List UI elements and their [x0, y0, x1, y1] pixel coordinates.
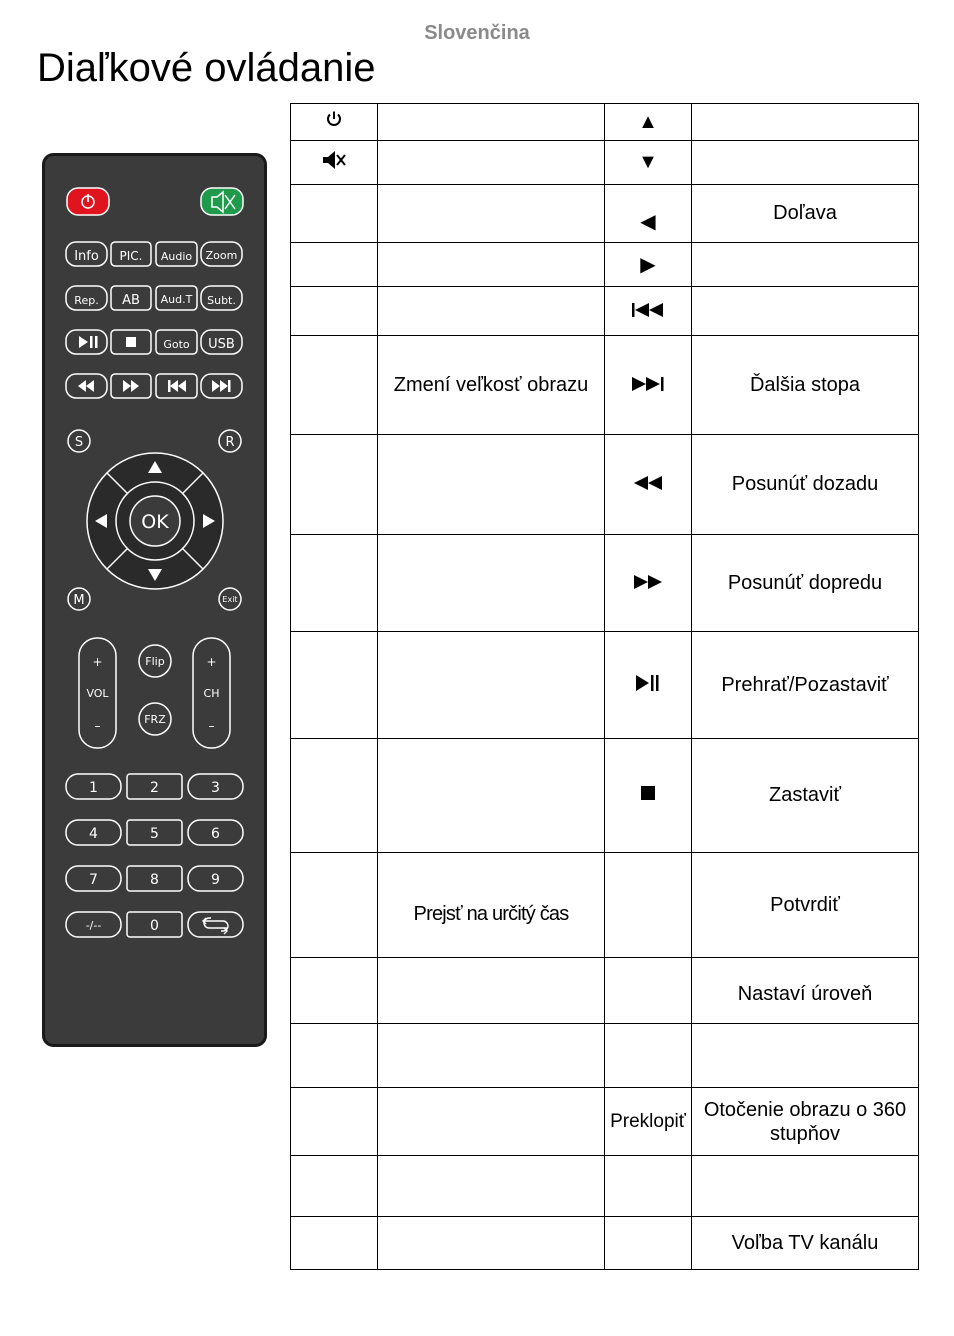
- table-cell: Posunúť dopredu: [692, 535, 919, 632]
- table-cell: Otočenie obrazu o 360 stupňov: [692, 1088, 919, 1156]
- table-cell: Doľava: [692, 185, 919, 243]
- volume-down-label[interactable]: –: [94, 719, 101, 733]
- table-cell: Zastaviť: [692, 739, 919, 853]
- table-cell: [378, 1156, 605, 1217]
- table-row: [291, 853, 919, 958]
- table-cell: [291, 141, 378, 185]
- goto-button-label[interactable]: Goto: [163, 338, 190, 351]
- stop-icon: [640, 785, 656, 801]
- table-cell: [291, 739, 378, 853]
- table-cell: [692, 141, 919, 185]
- table-cell: [291, 185, 378, 243]
- usb-button-label[interactable]: USB: [208, 337, 235, 352]
- table-row: [291, 1024, 919, 1088]
- table-cell: [692, 104, 919, 141]
- table-row: [291, 336, 919, 435]
- table-cell: [291, 535, 378, 632]
- exit-button-label[interactable]: Exit: [222, 595, 238, 604]
- flip-button-label[interactable]: Flip: [145, 655, 165, 668]
- table-cell: [378, 287, 605, 336]
- channel-down-label[interactable]: –: [208, 719, 215, 733]
- table-row: [291, 535, 919, 632]
- ab-button-label[interactable]: AB: [122, 293, 140, 308]
- table-cell: [291, 853, 378, 958]
- language-label: Slovenčina: [424, 22, 530, 44]
- digit-0-label[interactable]: 0: [150, 918, 159, 934]
- power-button[interactable]: [67, 188, 109, 215]
- table-cell: [378, 632, 605, 739]
- page-title: Diaľkové ovládanie: [37, 46, 376, 90]
- table-cell: Zmení veľkosť obrazu: [378, 336, 605, 435]
- table-cell: [291, 1088, 378, 1156]
- table-cell: [291, 243, 378, 287]
- table-cell: [291, 1024, 378, 1088]
- previous-track-icon: [632, 303, 664, 317]
- table-cell: Prehrať/Pozastaviť: [692, 632, 919, 739]
- table-row: [291, 632, 919, 739]
- volume-label: VOL: [86, 687, 109, 700]
- table-cell: [605, 1156, 692, 1217]
- next-track-icon: [632, 377, 664, 391]
- table-cell: [378, 185, 605, 243]
- table-row: [291, 1156, 919, 1217]
- digit-5-label[interactable]: 5: [150, 826, 159, 842]
- table-cell: Ďalšia stopa: [692, 336, 919, 435]
- table-cell: [605, 185, 692, 243]
- pic-button-label[interactable]: PIC.: [119, 249, 143, 263]
- table-cell: [692, 287, 919, 336]
- table-cell: [378, 435, 605, 535]
- function-table: [290, 103, 919, 1270]
- table-row: [291, 104, 919, 141]
- table-cell: Nastaví úroveň: [692, 958, 919, 1024]
- table-cell: [692, 1024, 919, 1088]
- digit-3-label[interactable]: 3: [211, 780, 220, 796]
- digit-6-label[interactable]: 6: [211, 826, 220, 842]
- table-cell: [291, 632, 378, 739]
- power-icon: [325, 110, 343, 128]
- mute-button[interactable]: [201, 188, 243, 215]
- table-cell: [291, 287, 378, 336]
- channel-label: CH: [203, 687, 220, 700]
- subt-button-label[interactable]: Subt.: [207, 294, 236, 307]
- table-cell: [378, 1217, 605, 1270]
- digit-9-label[interactable]: 9: [211, 872, 220, 888]
- audt-button-label[interactable]: Aud.T: [160, 293, 193, 306]
- zoom-button-label[interactable]: Zoom: [205, 249, 238, 262]
- m-button-label[interactable]: M: [73, 593, 85, 608]
- frz-button-label[interactable]: FRZ: [144, 713, 166, 726]
- audio-button-label[interactable]: Audio: [160, 250, 193, 263]
- digit-1-label[interactable]: 1: [89, 780, 98, 796]
- right-arrow-icon: ▶: [640, 254, 656, 276]
- mute-icon: [321, 150, 347, 170]
- table-cell: Posunúť dozadu: [692, 435, 919, 535]
- stop-icon[interactable]: [126, 337, 136, 347]
- table-row: [291, 1088, 919, 1156]
- table-cell: [692, 243, 919, 287]
- table-row: [291, 185, 919, 243]
- table-row: [291, 1217, 919, 1270]
- table-cell: [378, 958, 605, 1024]
- digit-2-label[interactable]: 2: [150, 780, 159, 796]
- table-cell: [605, 243, 692, 287]
- table-cell: [605, 958, 692, 1024]
- table-cell: [378, 739, 605, 853]
- table-cell: [605, 535, 692, 632]
- table-row: [291, 243, 919, 287]
- volume-up-label[interactable]: +: [92, 655, 103, 669]
- table-cell: [378, 535, 605, 632]
- ok-button-label[interactable]: OK: [141, 511, 169, 533]
- table-cell: [605, 1217, 692, 1270]
- dash-button-label[interactable]: -/--: [85, 919, 102, 932]
- table-row: [291, 141, 919, 185]
- table-cell: [378, 1024, 605, 1088]
- table-cell: [605, 739, 692, 853]
- table-cell: Potvrdiť: [692, 853, 919, 958]
- table-cell: [291, 958, 378, 1024]
- table-cell: Preklopiť: [605, 1088, 692, 1156]
- channel-up-label[interactable]: +: [206, 655, 217, 669]
- digit-8-label[interactable]: 8: [150, 872, 159, 888]
- table-row: [291, 958, 919, 1024]
- table-cell: [378, 243, 605, 287]
- table-row: [291, 739, 919, 853]
- s-button-label[interactable]: S: [74, 435, 84, 450]
- table-cell: [291, 104, 378, 141]
- table-cell: [291, 1217, 378, 1270]
- table-cell: [605, 287, 692, 336]
- digit-7-label[interactable]: 7: [89, 872, 98, 888]
- remote-control-illustration: [42, 153, 267, 1047]
- table-cell: [378, 141, 605, 185]
- fast-forward-icon: [634, 575, 662, 589]
- table-cell: [605, 632, 692, 739]
- down-arrow-icon: ▼: [638, 151, 658, 173]
- table-cell: [605, 336, 692, 435]
- rep-button-label[interactable]: Rep.: [74, 294, 99, 307]
- table-row: [291, 287, 919, 336]
- table-row: [291, 435, 919, 535]
- navigation-pad[interactable]: [87, 453, 223, 589]
- digit-4-label[interactable]: 4: [89, 826, 98, 842]
- rewind-icon: [634, 476, 662, 490]
- table-cell: [605, 435, 692, 535]
- table-cell: [291, 336, 378, 435]
- table-cell: Voľba TV kanálu: [692, 1217, 919, 1270]
- table-cell: [605, 853, 692, 958]
- table-cell: [291, 1156, 378, 1217]
- table-cell: [605, 1024, 692, 1088]
- table-cell: [605, 141, 692, 185]
- table-cell: [692, 1156, 919, 1217]
- table-cell: [378, 104, 605, 141]
- table-cell: Prejsť na určitý čas: [378, 853, 605, 958]
- info-button-label[interactable]: Info: [74, 249, 99, 264]
- table-cell: [605, 104, 692, 141]
- table-cell: [378, 1088, 605, 1156]
- up-arrow-icon: ▲: [638, 110, 658, 133]
- table-cell: [291, 435, 378, 535]
- left-arrow-icon: ◀: [640, 211, 656, 233]
- r-button-label[interactable]: R: [225, 435, 235, 450]
- play-pause-icon: [636, 675, 660, 691]
